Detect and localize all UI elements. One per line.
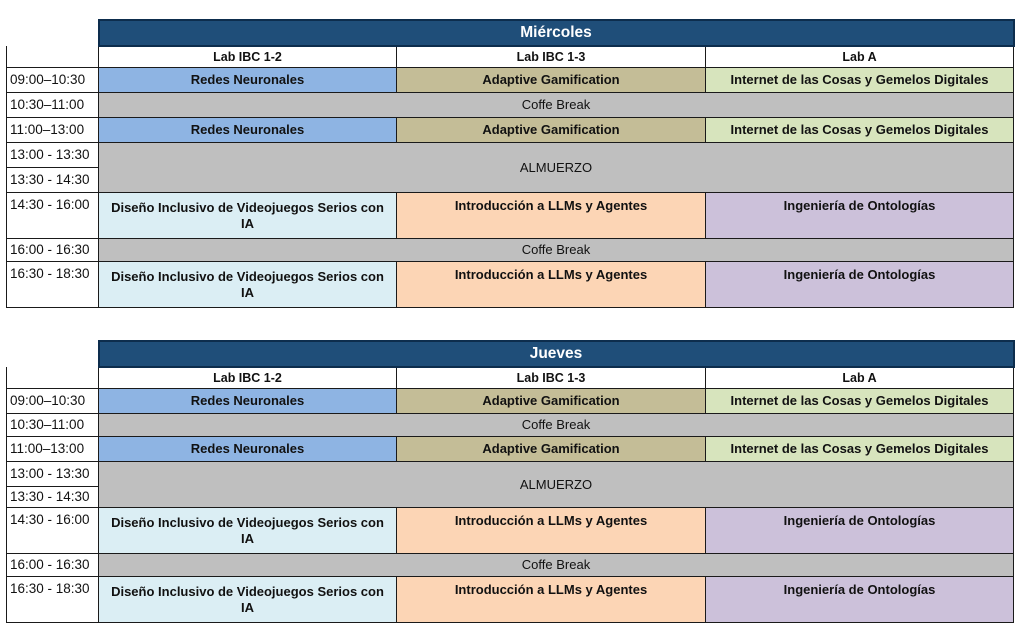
day-title: Jueves — [99, 341, 1014, 367]
session-cell: Internet de las Cosas y Gemelos Digitales — [706, 389, 1014, 414]
time-header-blank — [7, 46, 99, 68]
session-cell: Ingeniería de Ontologías — [706, 577, 1014, 623]
time-slot: 16:30 - 18:30 — [7, 262, 99, 308]
time-slot: 13:00 - 13:30 — [7, 462, 99, 487]
session-cell: Introducción a LLMs y Agentes — [397, 193, 706, 239]
table-row — [7, 262, 1014, 308]
session-cell: Redes Neuronales — [99, 68, 397, 93]
table-row — [7, 414, 1014, 437]
session-cell: Internet de las Cosas y Gemelos Digitales — [706, 118, 1014, 143]
corner-blank — [7, 20, 99, 46]
time-header-blank — [7, 367, 99, 389]
corner-blank — [7, 341, 99, 367]
lunch-cell: ALMUERZO — [99, 462, 1014, 508]
time-slot: 13:30 - 14:30 — [7, 487, 99, 508]
coffee-break-cell: Coffe Break — [99, 554, 1014, 577]
time-slot: 09:00–10:30 — [7, 389, 99, 414]
day-title: Miércoles — [99, 20, 1014, 46]
session-cell: Redes Neuronales — [99, 437, 397, 462]
table-row — [7, 68, 1014, 93]
table-row — [7, 193, 1014, 239]
session-cell: Redes Neuronales — [99, 118, 397, 143]
session-cell: Ingeniería de Ontologías — [706, 193, 1014, 239]
schedule-table-wednesday — [6, 19, 1015, 308]
time-slot: 09:00–10:30 — [7, 68, 99, 93]
time-slot: 16:00 - 16:30 — [7, 554, 99, 577]
coffee-break-cell: Coffe Break — [99, 239, 1014, 262]
lab-header: Lab A — [706, 46, 1014, 68]
table-row — [7, 93, 1014, 118]
time-slot: 11:00–13:00 — [7, 118, 99, 143]
session-cell: Internet de las Cosas y Gemelos Digitales — [706, 437, 1014, 462]
time-slot: 16:30 - 18:30 — [7, 577, 99, 623]
session-cell: Internet de las Cosas y Gemelos Digitales — [706, 68, 1014, 93]
session-cell: Introducción a LLMs y Agentes — [397, 262, 706, 308]
time-slot: 14:30 - 16:00 — [7, 508, 99, 554]
table-row — [7, 437, 1014, 462]
session-cell: Adaptive Gamification — [397, 389, 706, 414]
table-row — [7, 118, 1014, 143]
session-cell: Introducción a LLMs y Agentes — [397, 508, 706, 554]
table-row — [7, 462, 1014, 487]
lab-header: Lab IBC 1-3 — [397, 46, 706, 68]
session-cell: Ingeniería de Ontologías — [706, 262, 1014, 308]
session-cell: Redes Neuronales — [99, 389, 397, 414]
session-cell: Ingeniería de Ontologías — [706, 508, 1014, 554]
time-slot: 10:30–11:00 — [7, 414, 99, 437]
session-cell: Diseño Inclusivo de Videojuegos Serios con IA — [99, 262, 397, 308]
session-cell: Introducción a LLMs y Agentes — [397, 577, 706, 623]
time-slot: 13:00 - 13:30 — [7, 143, 99, 168]
time-slot: 11:00–13:00 — [7, 437, 99, 462]
session-cell: Adaptive Gamification — [397, 118, 706, 143]
table-row — [7, 577, 1014, 623]
table-row — [7, 508, 1014, 554]
lab-header: Lab IBC 1-2 — [99, 46, 397, 68]
table-row — [7, 143, 1014, 168]
session-cell: Adaptive Gamification — [397, 437, 706, 462]
time-slot: 16:00 - 16:30 — [7, 239, 99, 262]
table-row — [7, 389, 1014, 414]
coffee-break-cell: Coffe Break — [99, 93, 1014, 118]
lab-header: Lab A — [706, 367, 1014, 389]
lunch-cell: ALMUERZO — [99, 143, 1014, 193]
session-cell: Diseño Inclusivo de Videojuegos Serios con IA — [99, 193, 397, 239]
time-slot: 10:30–11:00 — [7, 93, 99, 118]
session-cell: Diseño Inclusivo de Videojuegos Serios con IA — [99, 577, 397, 623]
table-row — [7, 554, 1014, 577]
session-cell: Adaptive Gamification — [397, 68, 706, 93]
table-row — [7, 239, 1014, 262]
session-cell: Diseño Inclusivo de Videojuegos Serios con IA — [99, 508, 397, 554]
lab-header: Lab IBC 1-2 — [99, 367, 397, 389]
lab-header: Lab IBC 1-3 — [397, 367, 706, 389]
time-slot: 13:30 - 14:30 — [7, 168, 99, 193]
schedule-table-thursday — [6, 340, 1015, 623]
coffee-break-cell: Coffe Break — [99, 414, 1014, 437]
time-slot: 14:30 - 16:00 — [7, 193, 99, 239]
